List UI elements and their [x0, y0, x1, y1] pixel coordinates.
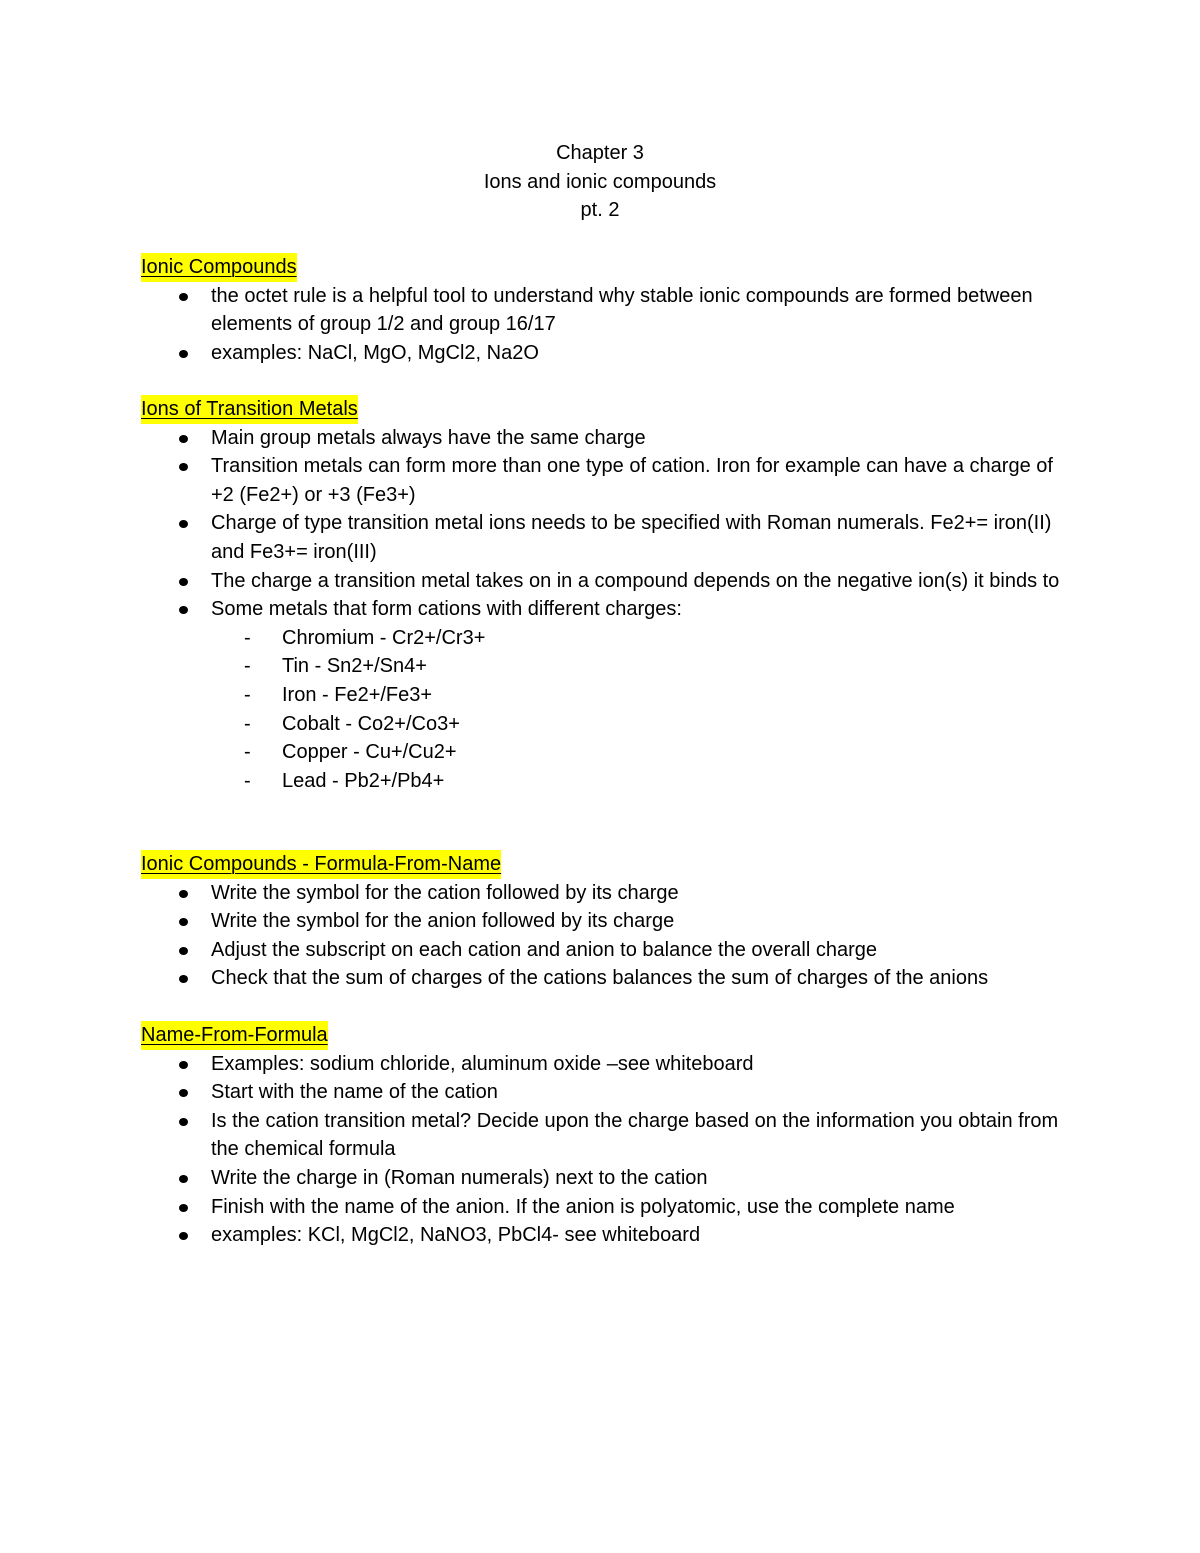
title-part: pt. 2 [580, 199, 620, 222]
bullet-icon [179, 1175, 188, 1183]
bullet-icon [179, 975, 188, 983]
list-item: Finish with the name of the anion. If the anion is polyatomic, use the complete name [141, 1193, 1081, 1222]
list-item: Write the charge in (Roman numerals) next to the cation [141, 1164, 1081, 1193]
sub-list [211, 624, 1081, 796]
sub-list-item: - Lead - Pb2+/Pb4+ [211, 767, 1081, 796]
bullet-icon [179, 918, 188, 926]
section-formula-from-name [141, 850, 1081, 993]
bullet-icon [179, 606, 188, 614]
bullet-icon [179, 1061, 188, 1069]
list-item: Charge of type transition metal ions needs to be specified with Roman numerals. Fe2+= iron(II) and Fe3+= iron(III) [141, 509, 1081, 566]
dash-icon: - [244, 712, 251, 735]
sub-list-item: - Chromium - Cr2+/Cr3+ [211, 624, 1081, 653]
dash-icon: - [244, 683, 251, 706]
dash-icon: - [244, 626, 251, 649]
title-topic: Ions and ionic compounds [483, 170, 717, 193]
dash-icon: - [244, 655, 251, 678]
list-item: Write the symbol for the anion followed by its charge [141, 907, 1081, 936]
bullet-icon [179, 520, 188, 528]
bullet-list [141, 424, 1081, 796]
section-name-from-formula [141, 1021, 1081, 1250]
bullet-list [141, 1050, 1081, 1250]
bullet-icon [179, 350, 188, 358]
bullet-icon [179, 947, 188, 955]
list-item: Is the cation transition metal? Decide upon the charge based on the information you obtain from the chemical formula [141, 1107, 1081, 1164]
bullet-icon [179, 578, 188, 586]
list-item: Examples: sodium chloride, aluminum oxide –see whiteboard [141, 1050, 1081, 1079]
list-item: Check that the sum of charges of the cations balances the sum of charges of the anions [141, 964, 1081, 993]
bullet-icon [179, 1204, 188, 1212]
list-item: The charge a transition metal takes on in a compound depends on the negative ion(s) it binds to [141, 567, 1081, 596]
list-item: Start with the name of the cation [141, 1078, 1081, 1107]
bullet-icon [179, 1232, 188, 1240]
list-item: the octet rule is a helpful tool to understand why stable ionic compounds are formed between elements of group 1/2 and group 16/17 [141, 282, 1081, 339]
section-heading: Name-From-Formula [141, 1021, 328, 1050]
dash-icon: - [244, 769, 251, 792]
bullet-icon [179, 1089, 188, 1097]
list-item: Adjust the subscript on each cation and anion to balance the overall charge [141, 936, 1081, 965]
list-item: Main group metals always have the same charge [141, 424, 1081, 453]
list-item: Transition metals can form more than one type of cation. Iron for example can have a charge of +2 (Fe2+) or +3 (Fe3+) [141, 452, 1081, 509]
bullet-icon [179, 890, 188, 898]
title-chapter: Chapter 3 [556, 142, 644, 164]
bullet-icon [179, 293, 188, 301]
bullet-icon [179, 435, 188, 443]
sub-list-item: - Copper - Cu+/Cu2+ [211, 738, 1081, 767]
list-item: Some metals that form cations with different charges: - Chromium - Cr2+/Cr3+ - Tin - Sn2+/Sn4+ - Iron - Fe2+/Fe3+ - Cobalt - Co2+/Co3+ - Copper - Cu+/Cu2+ - Lead - Pb2+/Pb4+ [141, 595, 1081, 795]
sub-list-item: - Cobalt - Co2+/Co3+ [211, 710, 1081, 739]
dash-icon: - [244, 741, 251, 764]
sub-list-item: - Tin - Sn2+/Sn4+ [211, 652, 1081, 681]
bullet-list [141, 282, 1081, 368]
section-heading: Ions of Transition Metals [141, 395, 358, 424]
bullet-icon [179, 463, 188, 471]
document-title [0, 139, 1200, 225]
bullet-list [141, 879, 1081, 993]
section-transition-metals [141, 395, 1081, 795]
bullet-icon [179, 1118, 188, 1126]
list-item: examples: NaCl, MgO, MgCl2, Na2O [141, 339, 1081, 368]
list-item: Write the symbol for the cation followed by its charge [141, 879, 1081, 908]
section-heading: Ionic Compounds - Formula-From-Name [141, 850, 501, 879]
list-item: examples: KCl, MgCl2, NaNO3, PbCl4- see whiteboard [141, 1221, 1081, 1250]
sub-list-item: - Iron - Fe2+/Fe3+ [211, 681, 1081, 710]
section-ionic-compounds [141, 253, 1081, 367]
section-heading: Ionic Compounds [141, 253, 297, 282]
